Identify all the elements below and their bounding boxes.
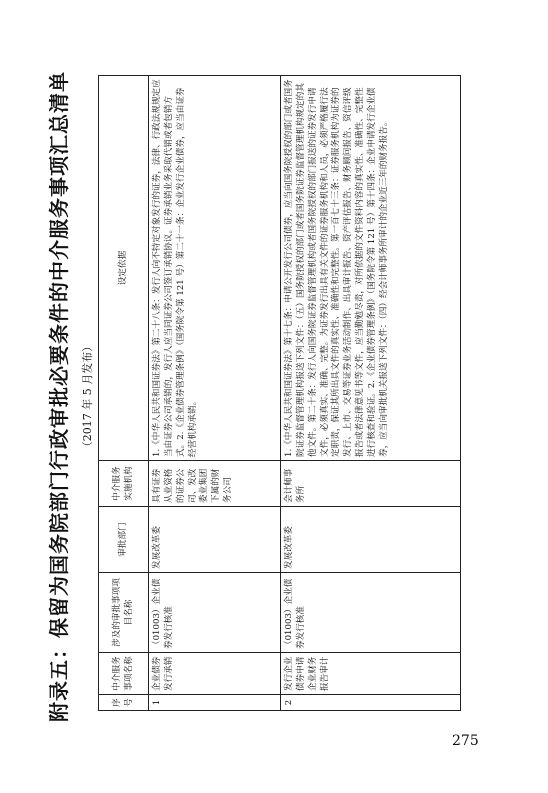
- table-header-row: [99, 76, 149, 711]
- row-service-name: 企业债券发行承销: [149, 653, 281, 695]
- table-row: [281, 76, 461, 711]
- row-approval-dept: 发展改革委: [149, 507, 281, 573]
- row-legal-basis: 1.《中华人民共和国证券法》第十七条：申请公开发行公司债券，应当向国务院授权的部门或者国务院证券监督管理机构报送下列文件：（五）国务院授权的部门或者国务院证券监督管理机构规定的其他文件。第二十条：发行人向国务院证券监督管理机构或者国务院授权的部门报送的证券发行申请文件，必须真实、准确、完整。为证券发行出具有关文件的证券服务机构和人员，必须严格履行法定职责，保证其所出具文件的真实性、准确性和完整性。第一百七十三条：证券服务机构为证券的发行、上市、交易等证券业务活动制作、出具审计报告、资产评估报告、财务顾问报告、资信评级报告或者法律意见书等文件，应当勤勉尽责，对所依据的文件资料内容的真实性、准确性、完整性进行核查和验证。2.《企业债券管理条例》（国务院令第 121 号）第十四条：企业申请发行企业债券，应当向审批机关报送下列文件：（四）经会计师事务所审计的企业近三年的财务报告。: [281, 76, 461, 461]
- table-row: [149, 76, 281, 711]
- row-agency: 具有证券从业资格的证券公司、发改委业集团下属的财务公司: [149, 461, 281, 507]
- page-title: 附录五：保留为国务院部门行政审批必要条件的中介服务事项汇总清单: [47, 71, 71, 722]
- row-approval-item: （01003）企业债券发行核准: [149, 573, 281, 653]
- row-approval-item: （01003）企业债券发行核准: [281, 573, 461, 653]
- intermediary-services-table: [98, 75, 461, 711]
- header-no: 序号: [99, 695, 149, 711]
- row-legal-basis: 1.《中华人民共和国证券法》第二十八条：发行人向不特定对象发行的证券，法律、行政法规规定应当由证券公司承销的，发行人应当同证券公司签订承销协议。证券承销业务采取代销或者包销方式。2.《企业债券管理条例》（国务院令第 121 号）第二十一条：企业发行企业债券，应当由证券经营机构承销。: [149, 76, 281, 461]
- row-agency: 会计师事务所: [281, 461, 461, 507]
- page-number: 275: [452, 733, 479, 749]
- header-service-name: 中介服务事项名称: [99, 653, 149, 695]
- row-no: 2: [281, 695, 461, 711]
- header-approval-dept: 审批部门: [99, 507, 149, 573]
- row-approval-dept: 发展改革委: [281, 507, 461, 573]
- row-no: 1: [149, 695, 281, 711]
- header-approval-item: 涉及的审批事项项目名称: [99, 573, 149, 653]
- row-service-name: 发行企业债券申请企业财务报告审计: [281, 653, 461, 695]
- header-agency: 中介服务实施机构: [99, 461, 149, 507]
- header-legal-basis: 设定依据: [99, 76, 149, 461]
- page-subtitle: （2017 年 5 月发布）: [81, 340, 94, 453]
